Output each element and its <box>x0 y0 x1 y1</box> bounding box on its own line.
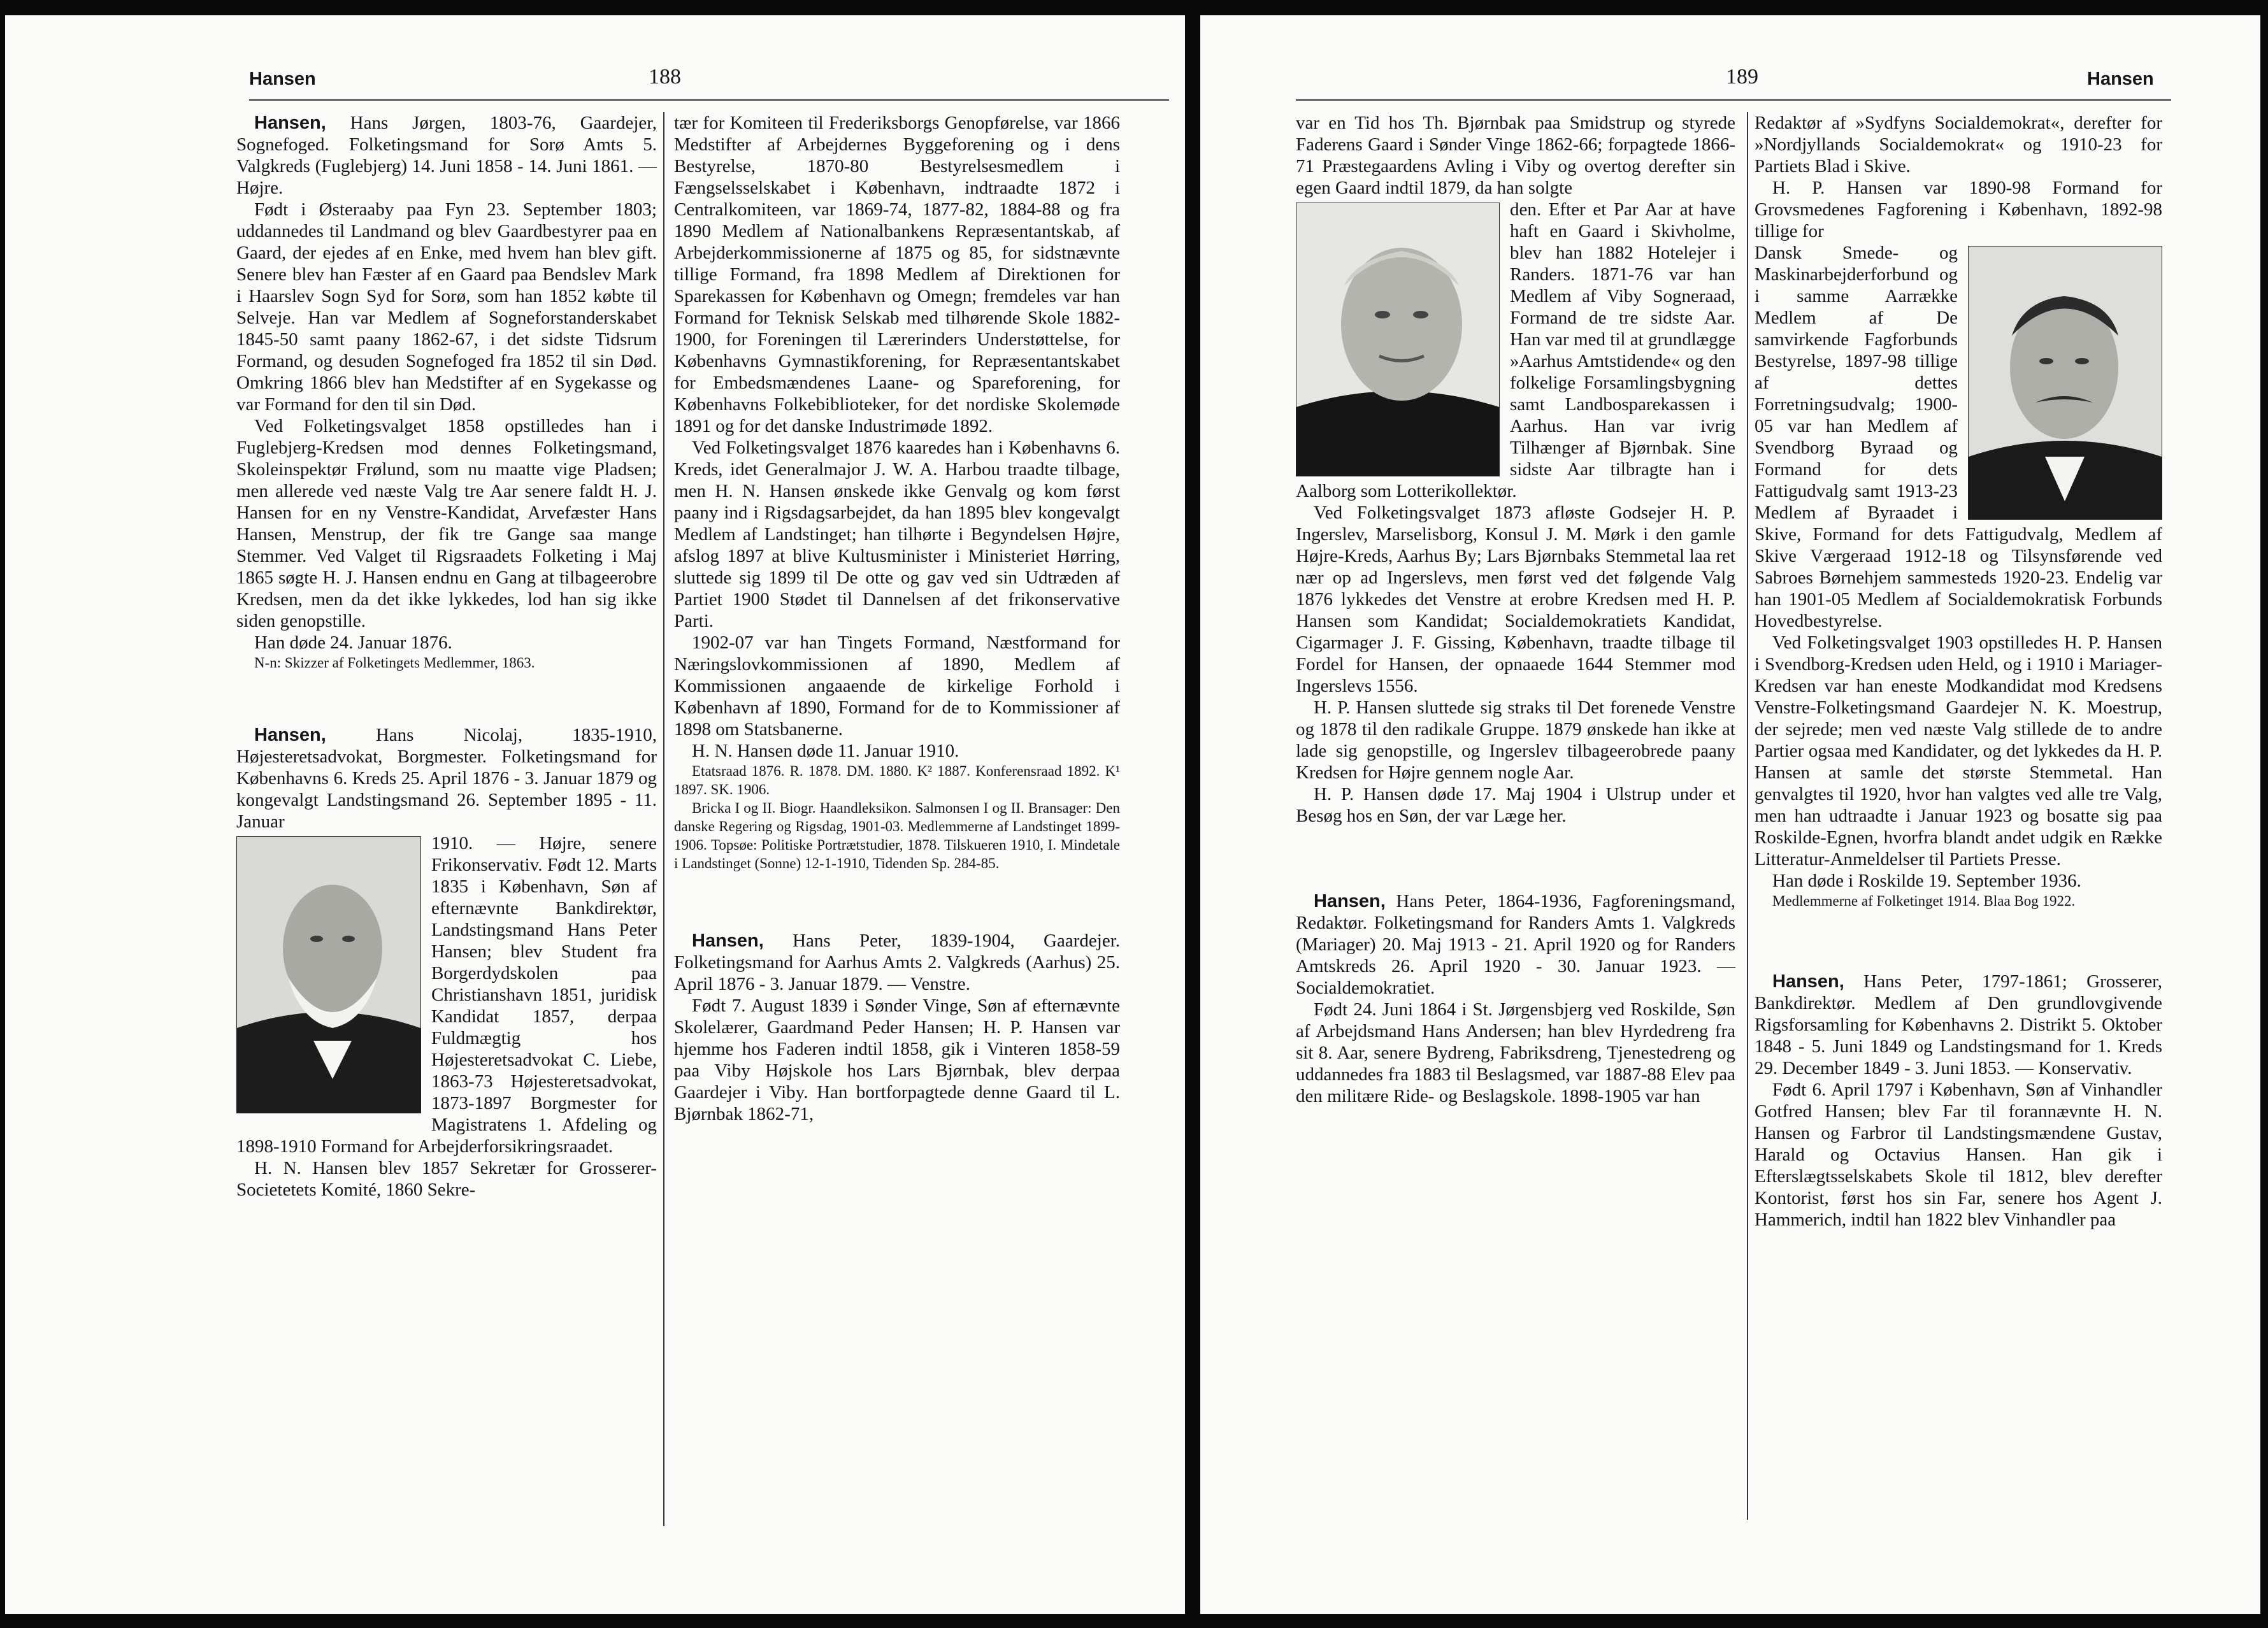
entry-intro: Hans Peter, 1839-1904, Gaardejer. Folketingsmand for Aarhus Amts 2. Valgkreds (Aarhus) 25. April 1876 - 3. Januar 1879. — Venstre. <box>674 931 1120 994</box>
column-divider <box>663 112 664 1526</box>
honors-note: Etatsraad 1876. R. 1878. DM. 1880. K² 1887. Konferensraad 1892. K¹ 1897. SK. 1906. <box>674 763 1120 797</box>
left-column-2 <box>674 112 1120 1125</box>
paragraph-wrapped: 1910. — Højre, senere Frikonservativ. Født 12. Marts 1835 i København, Søn af efternævnte Bankdirektør, Landstingsmand Hans Peter Hansen; blev Student fra Borgerdydskolen paa Christianshavn 1851, juridisk Kandidat 1857, derpaa Fuldmægtig hos Højesteretsadvokat C. Liebe, 1863-73 Højesteretsadvokat, 1873-1897 Borgmester for Magistratens 1. Afdeling og 1898-1910 Formand for Arbejderforsikringsraadet. <box>236 833 657 1157</box>
paragraph: H. P. Hansen var 1890-98 Formand for Grovsmedenes Fagforening i København, 1892-98 tillige for <box>1755 178 2162 241</box>
paragraph: H. N. Hansen døde 11. Januar 1910. <box>692 741 959 761</box>
entry-name: Hansen, <box>1772 971 1844 992</box>
portrait-photo-hans-peter-1839 <box>1296 203 1500 476</box>
entry-name: Hansen, <box>254 113 326 133</box>
paragraph: Ved Folketingsvalget 1858 opstilledes han i Fuglebjerg-Kredsen mod dennes Folketingsmand, Skoleinspektør Frølund, som nu maatte vige Pladsen; men allerede ved næste Valg tre Aar senere faldt H. J. Hansen for en ny Venstre-Kandidat, Arvefæster Hans Hansen, Menstrup, der fik tre Gange saa mange Stemmer. Ved Valget til Rigsraadets Folketing i Maj 1865 søgte H. J. Hansen endnu en Gang at tilbageerobre Kredsen, men da det ikke lykkedes, lod han sig ikke siden genopstille. <box>236 416 657 631</box>
right-page <box>1200 15 2260 1614</box>
left-column-1 <box>236 112 657 1201</box>
paragraph: Ved Folketingsvalget 1903 opstilledes H. P. Hansen i Svendborg-Kredsen uden Held, og i 1910 i Mariager-Kredsen var han eneste Modkandidat mod Kredsens Venstre-Folketingsmand Gaardejer N. K. Moestrup, der sejrede; men ved næste Valg stillede de to andre Partier ogsaa med Kandidater, og det lykkedes da H. P. Hansen at samle det største Stemmetal. Han genvalgtes til 1920, hvor han valgtes ved alle tre Valg, men han udtraadte i Januar 1923 og bosatte sig paa Roskilde-Egnen, hvorfra blandt andet udgik en Række Litteratur-Anmeldelser til Partiets Presse. <box>1755 632 2162 869</box>
right-column-1 <box>1296 112 1735 1107</box>
entry-hans-jorgen <box>236 112 657 199</box>
portrait-photo-hans-nicolaj <box>236 836 421 1113</box>
entry-name: Hansen, <box>254 725 326 745</box>
running-head-name: Hansen <box>249 69 316 89</box>
column-divider <box>1747 112 1748 1520</box>
paragraph: Født 24. Juni 1864 i St. Jørgensbjerg ved Roskilde, Søn af Arbejdsmand Hans Andersen; han blev Hyrdedreng fra sit 8. Aar, senere Bydreng, Fabriksdreng, Tjenestedreng og uddannedes fra 1883 til Beslagsmed, var 1887-88 Elev paa den militære Ride- og Beslagskole. 1898-1905 var han <box>1296 999 1735 1106</box>
paragraph: Han døde 24. Januar 1876. <box>254 632 452 653</box>
entry-intro: Hans Peter, 1864-1936, Fagforeningsmand, Redaktør. Folketingsmand for Randers Amts 1. Valgkreds (Mariager) 20. Maj 1913 - 21. April 1920 og for Randers Amtskreds 26. April 1920 - 30. Januar 1923. — Socialdemokratiet. <box>1296 891 1736 998</box>
page-number: 188 <box>649 65 681 89</box>
entry-hans-nicolaj <box>236 724 657 832</box>
source-note: Bricka I og II. Biogr. Haandleksikon. Salmonsen I og II. Bransager: Den danske Regering og Rigsdag, 1901-03. Medlemmerne af Landstinget 1899-1906. Topsøe: Politiske Portrætstudier, 1878. Tilskueren 1910, I. Mindetale i Landstinget (Sonne) 12-1-1910, Tidenden Sp. 284-85. <box>674 800 1120 871</box>
paragraph: 1902-07 var han Tingets Formand, Næstformand for Næringslovkommissionen af 1890, Medlem af Kommissionen angaaende de kirkelige Forhold i København af 1890, Formand for de to Kommissioner af 1898 om Statsbanerne. <box>674 632 1120 739</box>
entry-name: Hansen, <box>1314 891 1386 911</box>
entry-hans-peter-1864 <box>1296 890 1735 999</box>
paragraph: Ved Folketingsvalget 1873 afløste Godsejer H. P. Ingerslev, Marselisborg, Konsul J. M. Mørk i den gamle Højre-Kreds, Aarhus By; Lars Bjørnbaks Stemmetal laa ret nær op ad Ingerslevs, men først ved det følgende Valg 1876 lykkedes det Venstre at erobre Kredsen med H. P. Hansen som Kandidat; Socialdemokratiets Kandidat, Cigarmager J. F. Gissing, København, traadte tilbage til Fordel for Hansen, der opnaaede 1644 Stemmer mod Ingerslevs 1556. <box>1296 503 1735 696</box>
portrait-image <box>1296 203 1499 476</box>
entry-intro: Hans Peter, 1797-1861; Grosserer, Bankdirektør. Medlem af Den grundlovgivende Rigsforsamling for Københavns 2. Distrikt 5. Oktober 1848 - 5. Juni 1849 og Landstingsmand for 1. Kreds 29. December 1849 - 3. Juni 1853. — Konservativ. <box>1755 971 2162 1078</box>
paragraph: H. N. Hansen blev 1857 Sekretær for Grosserer-Societetets Komité, 1860 Sekre- <box>236 1158 657 1200</box>
entry-hans-peter-1839 <box>674 930 1120 995</box>
source-note: N-n: Skizzer af Folketingets Medlemmer, 1863. <box>254 655 535 671</box>
paragraph: Født 6. April 1797 i København, Søn af Vinhandler Gotfred Hansen; blev Far til forannævnte H. N. Hansen og Farbror til Landstingsmændene Gustav, Harald og Octavius Hansen. Han gik i Efterslægtsselskabets Skole til 1812, blev derefter Kontorist, først hos sin Far, senere hos Agent J. Hammerich, indtil han 1822 blev Vinhandler paa <box>1755 1080 2162 1230</box>
left-page <box>5 15 1185 1614</box>
paragraph: Han døde i Roskilde 19. September 1936. <box>1772 871 2081 891</box>
paragraph: H. P. Hansen døde 17. Maj 1904 i Ulstrup under et Besøg hos en Søn, der var Læge her. <box>1296 784 1735 826</box>
left-page-header <box>5 61 1185 99</box>
paragraph: var en Tid hos Th. Bjørnbak paa Smidstrup og styrede Faderens Gaard i Sønder Vinge 1862-66; forpagtede 1866-71 Præstegaardens Avling i Viby og overtog derefter sin egen Gaard indtil 1879, da han solgte <box>1296 113 1735 198</box>
paragraph-wrapped: den. Efter et Par Aar at have haft en Gaard i Skivholme, blev han 1882 Hotelejer i Randers. 1871-76 var han Medlem af Viby Sogneraad, Formand de tre sidste Aar. Han var med til at grundlægge »Aarhus Amtstidende« og den folkelige Forsamlingsbygning samt Landbosparekassen i Aarhus. Han var ivrig Tilhænger af Bjørnbak. Sine sidste Aar tilbragte han i Aalborg som Lotterikollektør. <box>1296 199 1735 501</box>
portrait-photo-hans-peter-1864 <box>1968 246 2162 520</box>
paragraph: Født i Østeraaby paa Fyn 23. September 1803; uddannedes til Landmand og blev Gaardbestyrer paa en Gaard, der ejedes af en Enke, med hvem han blev gift. Senere blev han Fæster af en Gaard paa Bendslev Mark i Haarslev Sogn Syd for Sorø, som han 1852 købte til Selveje. Han var Medlem af Sogneforstanderskabet 1845-50 samt paany 1862-67, i det sidste Tidsrum Formand, og desuden Sognefoged fra 1852 til sin Død. Omkring 1866 blev han Medstifter af en Sygekasse og var Formand for den til sin Død. <box>236 199 657 415</box>
page-number: 189 <box>1726 65 1758 89</box>
paragraph-wrapped: Dansk Smede- og Maskinarbejderforbund og i samme Aarrække Medlem af De samvirkende Fagforbunds Bestyrelse, 1897-98 tillige af dettes Forretningsudvalg; 1900-05 var han Medlem af Svendborg Byraad og Formand for dets Fattigudvalg samt 1913-23 Medlem af Byraadet i Skive, Formand for dets Fattigudvalg, Medlem af Skive Værgeraad 1912-18 og Tilsynsførende ved Sabroes Børnehjem sammesteds 1920-23. Endelig var han 1901-05 Medlem af Socialdemokratisk Forbunds Hovedbestyrelse. <box>1755 243 2162 631</box>
paragraph: Ved Folketingsvalget 1876 kaaredes han i Københavns 6. Kreds, idet Generalmajor J. W. A. Harbou traadte tilbage, men H. N. Hansen ønskede ikke Genvalg og kom først paany ind i Rigsdagsarbejdet, da han 1895 blev kongevalgt Medlem af Landstinget; han tilhørte i Begyndelsen Højre, afslog 1897 at blive Kultusminister i Ministeriet Hørring, sluttede sig 1899 til De otte og gav ved sin Udtræden af Partiet 1900 Stødet til Dannelsen af det frikonservative Parti. <box>674 438 1120 631</box>
header-rule <box>249 99 1169 101</box>
right-column-2 <box>1755 112 2162 1231</box>
paragraph: Redaktør af »Sydfyns Socialdemokrat«, derefter for »Nordjyllands Socialdemokrat« og 1910-23 for Partiets Blad i Skive. <box>1755 113 2162 176</box>
paragraph: Født 7. August 1839 i Sønder Vinge, Søn af efternævnte Skolelærer, Gaardmand Peder Hansen; H. P. Hansen var hjemme hos Faderen indtil 1858, gik i Vinteren 1858-59 paa Viby Højskole hos Lars Bjørnbak, blev derpaa Gaardejer i Viby. Han bortforpagtede denne Gaard til L. Bjørnbak 1862-71, <box>674 996 1120 1124</box>
portrait-image <box>237 837 420 1113</box>
right-page-header <box>1200 61 2260 99</box>
paragraph: H. P. Hansen sluttede sig straks til Det forenede Venstre og 1878 til den radikale Gruppe. 1879 ønskede han ikke at lade sig genopstille, og Ingerslev tilbageerobrede paany Kredsen for Højre gennem nogle Aar. <box>1296 697 1735 783</box>
source-note: Medlemmerne af Folketinget 1914. Blaa Bog 1922. <box>1772 893 2076 909</box>
entry-intro: Hans Jørgen, 1803-76, Gaardejer, Sognefoged. Folketingsmand for Sorø Amts 5. Valgkreds (Fuglebjerg) 14. Juni 1858 - 14. Juni 1861. — Højre. <box>236 113 657 198</box>
header-rule <box>1296 99 2171 101</box>
portrait-image <box>1969 246 2162 519</box>
entry-hans-peter-1797 <box>1755 971 2162 1079</box>
running-head-name: Hansen <box>2087 69 2154 89</box>
entry-intro: Hans Nicolaj, 1835-1910, Højesteretsadvokat, Borgmester. Folketingsmand for Københavns 6. Kreds 25. April 1876 - 3. Januar 1879 og kongevalgt Landstingsmand 26. September 1895 - 11. Januar <box>236 725 657 832</box>
entry-name: Hansen, <box>692 931 764 951</box>
paragraph: tær for Komiteen til Frederiksborgs Genopførelse, var 1866 Medstifter af Arbejdernes Byggeforening og i dens Bestyrelse, 1870-80 Bestyrelsesmedlem i Fængselsselskabet i København, indtraadte 1872 i Centralkomiteen, var 1869-74, 1877-82, 1884-88 og fra 1890 Medlem af Nationalbankens Repræsentantskab, af Arbejderkommissionerne af 1875 og 85, for sidstnævnte tillige Formand, fra 1898 Medlem af Direktionen for Sparekassen for København og Omegn; fremdeles var han Formand for Teknisk Selskab med tilhørende Skole 1882-1900, for Foreningen til Lærerinders Understøttelse, for Københavns Gymnastikforening, for Repræsentantskabet for Embedsmændenes Laane- og Spareforening, for Københavns Folkebiblioteker, for det nordiske Skolemøde 1891 og for det danske Industrimøde 1892. <box>674 113 1120 436</box>
